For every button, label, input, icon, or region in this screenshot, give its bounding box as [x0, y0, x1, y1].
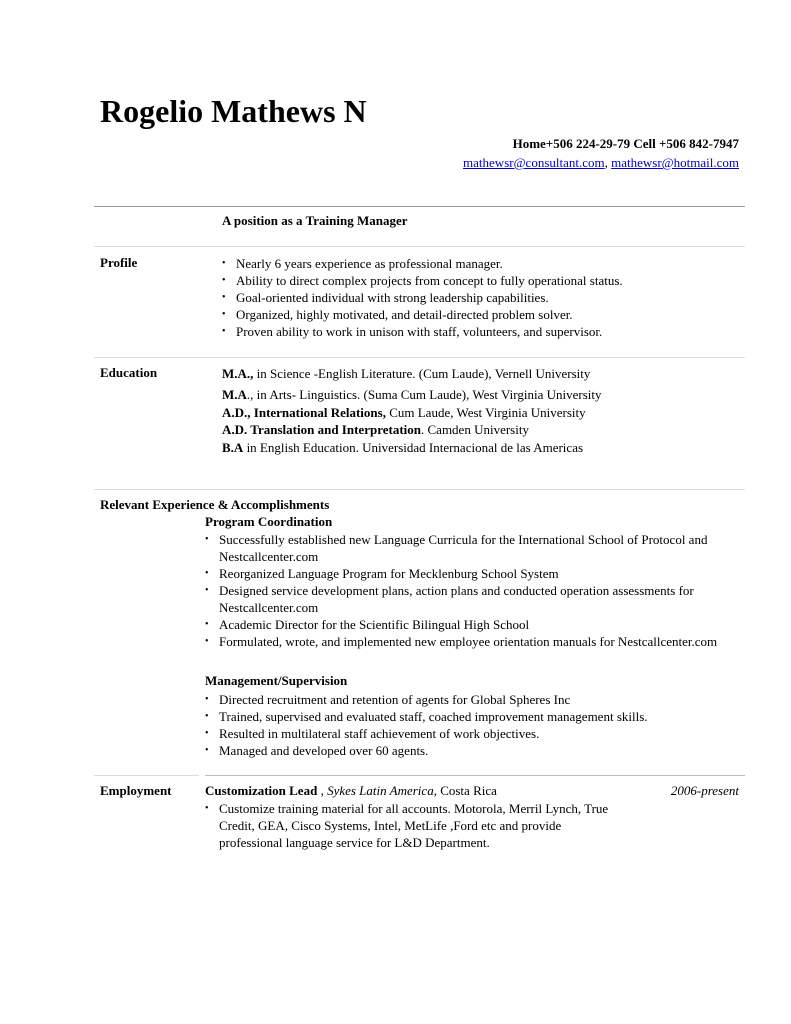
- section-label-experience: Relevant Experience & Accomplishments: [100, 497, 330, 512]
- profile-item: • Ability to direct complex projects from concept to fully operational status.: [222, 272, 742, 289]
- profile-item: • Nearly 6 years experience as professional manager.: [222, 255, 742, 272]
- employment-dates: 2006-present: [670, 783, 739, 798]
- header-divider: [94, 206, 745, 207]
- program-coordination-heading: Program Coordination: [205, 514, 333, 529]
- management-list: [205, 691, 745, 759]
- section-label-employment: Employment: [100, 783, 172, 798]
- objective-text: A position as a Training Manager: [222, 213, 408, 228]
- program-item: • Successfully established new Language Curricula for the International School of Protocol and Nestcallcenter.com: [205, 531, 745, 565]
- employment-title: [205, 783, 497, 799]
- contact-phones: Home+506 224-29-79 Cell +506 842-7947: [512, 136, 739, 151]
- education-detail: . Camden University: [421, 422, 529, 437]
- section-label-profile: Profile: [100, 255, 138, 270]
- profile-item: • Proven ability to work in unison with staff, volunteers, and supervisor.: [222, 323, 742, 340]
- objective-divider: [94, 246, 745, 247]
- employment-company: Sykes Latin America: [327, 783, 434, 798]
- education-entry: [222, 386, 601, 404]
- program-item: • Reorganized Language Program for Mecklenburg School System: [205, 565, 745, 582]
- employment-item: • Customize training material for all accounts. Motorola, Merril Lynch, True Credit, GEA, Cisco Systems, Intel, MetLife ,Ford etc and provide professional language service for L&D Department.: [205, 800, 625, 851]
- education-degree: M.A: [222, 387, 247, 402]
- education-degree: A.D. Translation and Interpretation: [222, 422, 421, 437]
- program-list: [205, 531, 745, 650]
- education-detail: ., in Arts- Linguistics. (Suma Cum Laude), West Virginia University: [246, 387, 602, 402]
- program-item: • Designed service development plans, action plans and conducted operation assessments for Nestcallcenter.com: [205, 582, 745, 616]
- employment-role: Customization Lead: [205, 783, 318, 798]
- education-detail: Cum Laude, West Virginia University: [385, 404, 586, 420]
- employment-divider: [205, 775, 745, 776]
- education-entry: [222, 404, 601, 422]
- education-entry: [222, 421, 601, 439]
- email-link-consultant[interactable]: mathewsr@consultant.com: [463, 155, 605, 170]
- employment-divider-left: [94, 775, 199, 776]
- education-detail: in English Education. Universidad Internacional de las Americas: [243, 439, 584, 455]
- management-item: • Managed and developed over 60 agents.: [205, 742, 745, 759]
- contact-emails: [463, 155, 739, 171]
- education-divider: [94, 489, 745, 490]
- education-degree: M.A.,: [222, 366, 254, 381]
- section-label-education: Education: [100, 365, 158, 380]
- employment-list: [205, 800, 625, 851]
- profile-item: • Goal-oriented individual with strong leadership capabilities.: [222, 289, 742, 306]
- management-item: • Resulted in multilateral staff achievement of work objectives.: [205, 725, 745, 742]
- program-item: • Academic Director for the Scientific Bilingual High School: [205, 616, 745, 633]
- email-separator: ,: [604, 155, 608, 170]
- education-entry: [222, 365, 590, 383]
- program-item: • Formulated, wrote, and implemented new employee orientation manuals for Nestcallcenter.com: [205, 633, 745, 650]
- management-heading: Management/Supervision: [205, 673, 348, 688]
- profile-list: [222, 255, 742, 340]
- education-list: [222, 386, 601, 456]
- profile-item: • Organized, highly motivated, and detail-directed problem solver.: [222, 306, 742, 323]
- management-item: • Trained, supervised and evaluated staff, coached improvement management skills.: [205, 708, 745, 725]
- education-degree: B.A: [222, 439, 244, 455]
- management-item: • Directed recruitment and retention of agents for Global Spheres Inc: [205, 691, 745, 708]
- education-degree: A.D., International Relations,: [222, 404, 386, 420]
- resume-name: Rogelio Mathews N: [100, 93, 367, 129]
- education-entry: [222, 439, 601, 457]
- profile-divider: [94, 357, 745, 358]
- education-detail: in Science -English Literature. (Cum Laude), Vernell University: [253, 366, 591, 381]
- employment-location: , Costa Rica: [433, 783, 497, 798]
- employment-sep: ,: [317, 783, 328, 798]
- email-link-hotmail[interactable]: mathewsr@hotmail.com: [611, 155, 739, 170]
